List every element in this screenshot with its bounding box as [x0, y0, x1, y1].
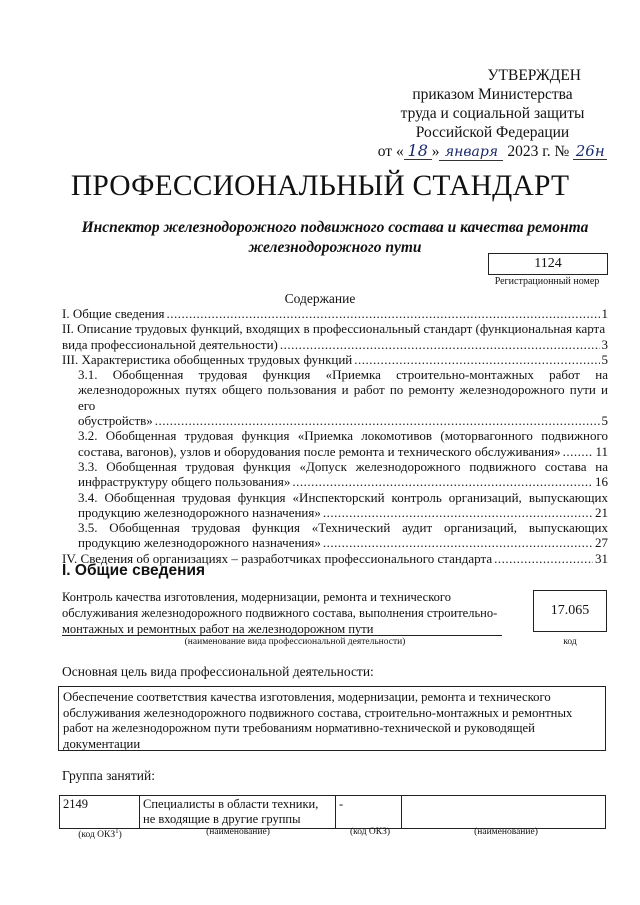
- document-subtitle: Инспектор железнодорожного подвижного состава и качества ремонта железнодорожного пути: [81, 219, 589, 256]
- okz-code-cell-2: -: [336, 796, 402, 829]
- toc-entry-text: обустройств»: [78, 413, 153, 429]
- code-caption: код: [563, 637, 577, 647]
- activity-kind-caption: (наименование вида профессиональной деятельности): [184, 637, 406, 647]
- toc-leader-dots: [292, 474, 593, 489]
- toc-entry[interactable]: [62, 321, 608, 352]
- approval-block: [360, 66, 625, 161]
- toc-leader-dots: [280, 337, 600, 352]
- activity-kind-code-box: 17.065: [533, 590, 607, 632]
- toc-leader-dots: [323, 505, 593, 520]
- toc-entry-lead: II. Описание трудовых функций, входящих в профессиональный стандарт (функциональная карта: [62, 321, 606, 337]
- occupation-group-table: [59, 795, 606, 829]
- approval-line-1: приказом Министерства: [412, 86, 573, 103]
- toc-leader-dots: [494, 551, 593, 566]
- toc-page-number: 11: [595, 443, 608, 459]
- okz-code-caption-2: (код ОКЗ): [349, 827, 391, 837]
- activity-kind-underline: [62, 635, 502, 636]
- toc-entry-lead: 3.3. Обобщенная трудовая функция «Допуск железнодорожного подвижного состава на: [78, 458, 608, 474]
- registration-number-label: Регистрационный номер: [494, 276, 600, 287]
- toc-leader-dots: [323, 535, 593, 550]
- toc-entry-text: IV. Сведения об организациях – разработчиках профессионального стандарта: [62, 550, 493, 566]
- approval-date-line: [360, 142, 625, 161]
- approval-line-2: труда и социальной защиты: [400, 105, 585, 122]
- toc-page-number: 5: [601, 413, 608, 429]
- toc-page-number: 27: [595, 535, 608, 551]
- table-row: [60, 796, 606, 829]
- toc-entry-text: продукцию железнодорожного назначения»: [78, 535, 321, 551]
- toc-entry-lead: 3.1. Обобщенная трудовая функция «Приемка строительно-монтажных работ на железнодорожных путях общего пользования и работ по ремонту железнодорожного пути и его: [78, 367, 608, 413]
- toc-leader-dots: [155, 413, 600, 428]
- toc-entry-text: I. Общие сведения: [62, 306, 165, 321]
- toc-entry-lead: 3.2. Обобщенная трудовая функция «Приемка локомотивов (моторвагонного подвижного: [78, 428, 608, 444]
- handwritten-day: 18: [404, 143, 432, 160]
- okz-name-cell: Специалисты в области техники, не входящие в другие группы: [140, 796, 336, 829]
- toc-heading: Содержание: [284, 291, 356, 306]
- toc-page-number: 31: [595, 550, 608, 566]
- toc-page-number: 5: [601, 351, 608, 367]
- section-heading: I. Общие сведения: [62, 562, 206, 579]
- toc-entry[interactable]: [78, 490, 608, 521]
- toc-entry[interactable]: [78, 520, 608, 551]
- toc-entry-text: продукцию железнодорожного назначения»: [78, 504, 321, 520]
- document-title: ПРОФЕССИОНАЛЬНЫЙ СТАНДАРТ: [70, 170, 570, 202]
- toc-entry-lead: 3.5. Обобщенная трудовая функция «Технический аудит организаций, выпускающих: [78, 520, 608, 536]
- toc-page-number: 3: [601, 336, 608, 352]
- okz-name-caption-2: (наименование): [474, 827, 538, 837]
- okz-name-cell-2: [402, 796, 606, 829]
- table-of-contents: [62, 306, 608, 566]
- occupation-group-label: Группа занятий:: [62, 768, 155, 783]
- okz-name-caption: (наименование): [206, 827, 270, 837]
- toc-page-number: 16: [595, 474, 608, 490]
- date-year: 2023 г. №: [507, 143, 570, 160]
- handwritten-month: января: [439, 144, 503, 161]
- toc-entry-text: инфраструктуру общего пользования»: [78, 474, 291, 490]
- date-prefix: от «: [377, 143, 404, 160]
- registration-number-box: 1124: [488, 253, 608, 275]
- toc-entry[interactable]: [62, 352, 608, 367]
- okz-code-caption: (код ОКЗ$^1$): [78, 827, 122, 841]
- activity-kind-name: Контроль качества изготовления, модернизации, ремонта и технического обслуживания железнодорожного подвижного состава, выполнения строительно-монтажных и ремонтных работ на железнодорожном пути: [62, 590, 498, 636]
- approval-line-3: Российской Федерации: [415, 124, 570, 141]
- toc-entry-text: III. Характеристика обобщенных трудовых функций: [62, 351, 353, 367]
- toc-entry[interactable]: [62, 306, 608, 321]
- toc-leader-dots: [563, 444, 594, 459]
- toc-page-number: 1: [601, 306, 608, 321]
- handwritten-order-number: 26н: [573, 143, 607, 160]
- okz-code-cell: 2149: [60, 796, 140, 829]
- toc-entry-text: вида профессиональной деятельности): [62, 336, 278, 352]
- approval-heading: УТВЕРЖДЕН: [487, 67, 581, 84]
- toc-page-number: 21: [595, 504, 608, 520]
- date-mid: »: [431, 143, 440, 160]
- toc-entry[interactable]: [78, 367, 608, 428]
- toc-entry-text: состава, вагонов), узлов и оборудования после ремонта и технического обслуживания»: [78, 443, 561, 459]
- toc-entry-lead: 3.4. Обобщенная трудовая функция «Инспекторский контроль организаций, выпускающих: [78, 489, 608, 505]
- goal-label: Основная цель вида профессиональной деятельности:: [62, 664, 374, 679]
- toc-entry[interactable]: [78, 428, 608, 459]
- toc-leader-dots: [354, 352, 599, 367]
- toc-leader-dots: [167, 306, 600, 321]
- goal-text-box: Обеспечение соответствия качества изготовления, модернизации, ремонта и технического обслуживания железнодорожного подвижного состава, строительно-монтажных и ремонтных работ на железнодорожном пути требованиям нормативно-технической и руководящей документации: [58, 686, 606, 751]
- toc-entry[interactable]: [78, 459, 608, 490]
